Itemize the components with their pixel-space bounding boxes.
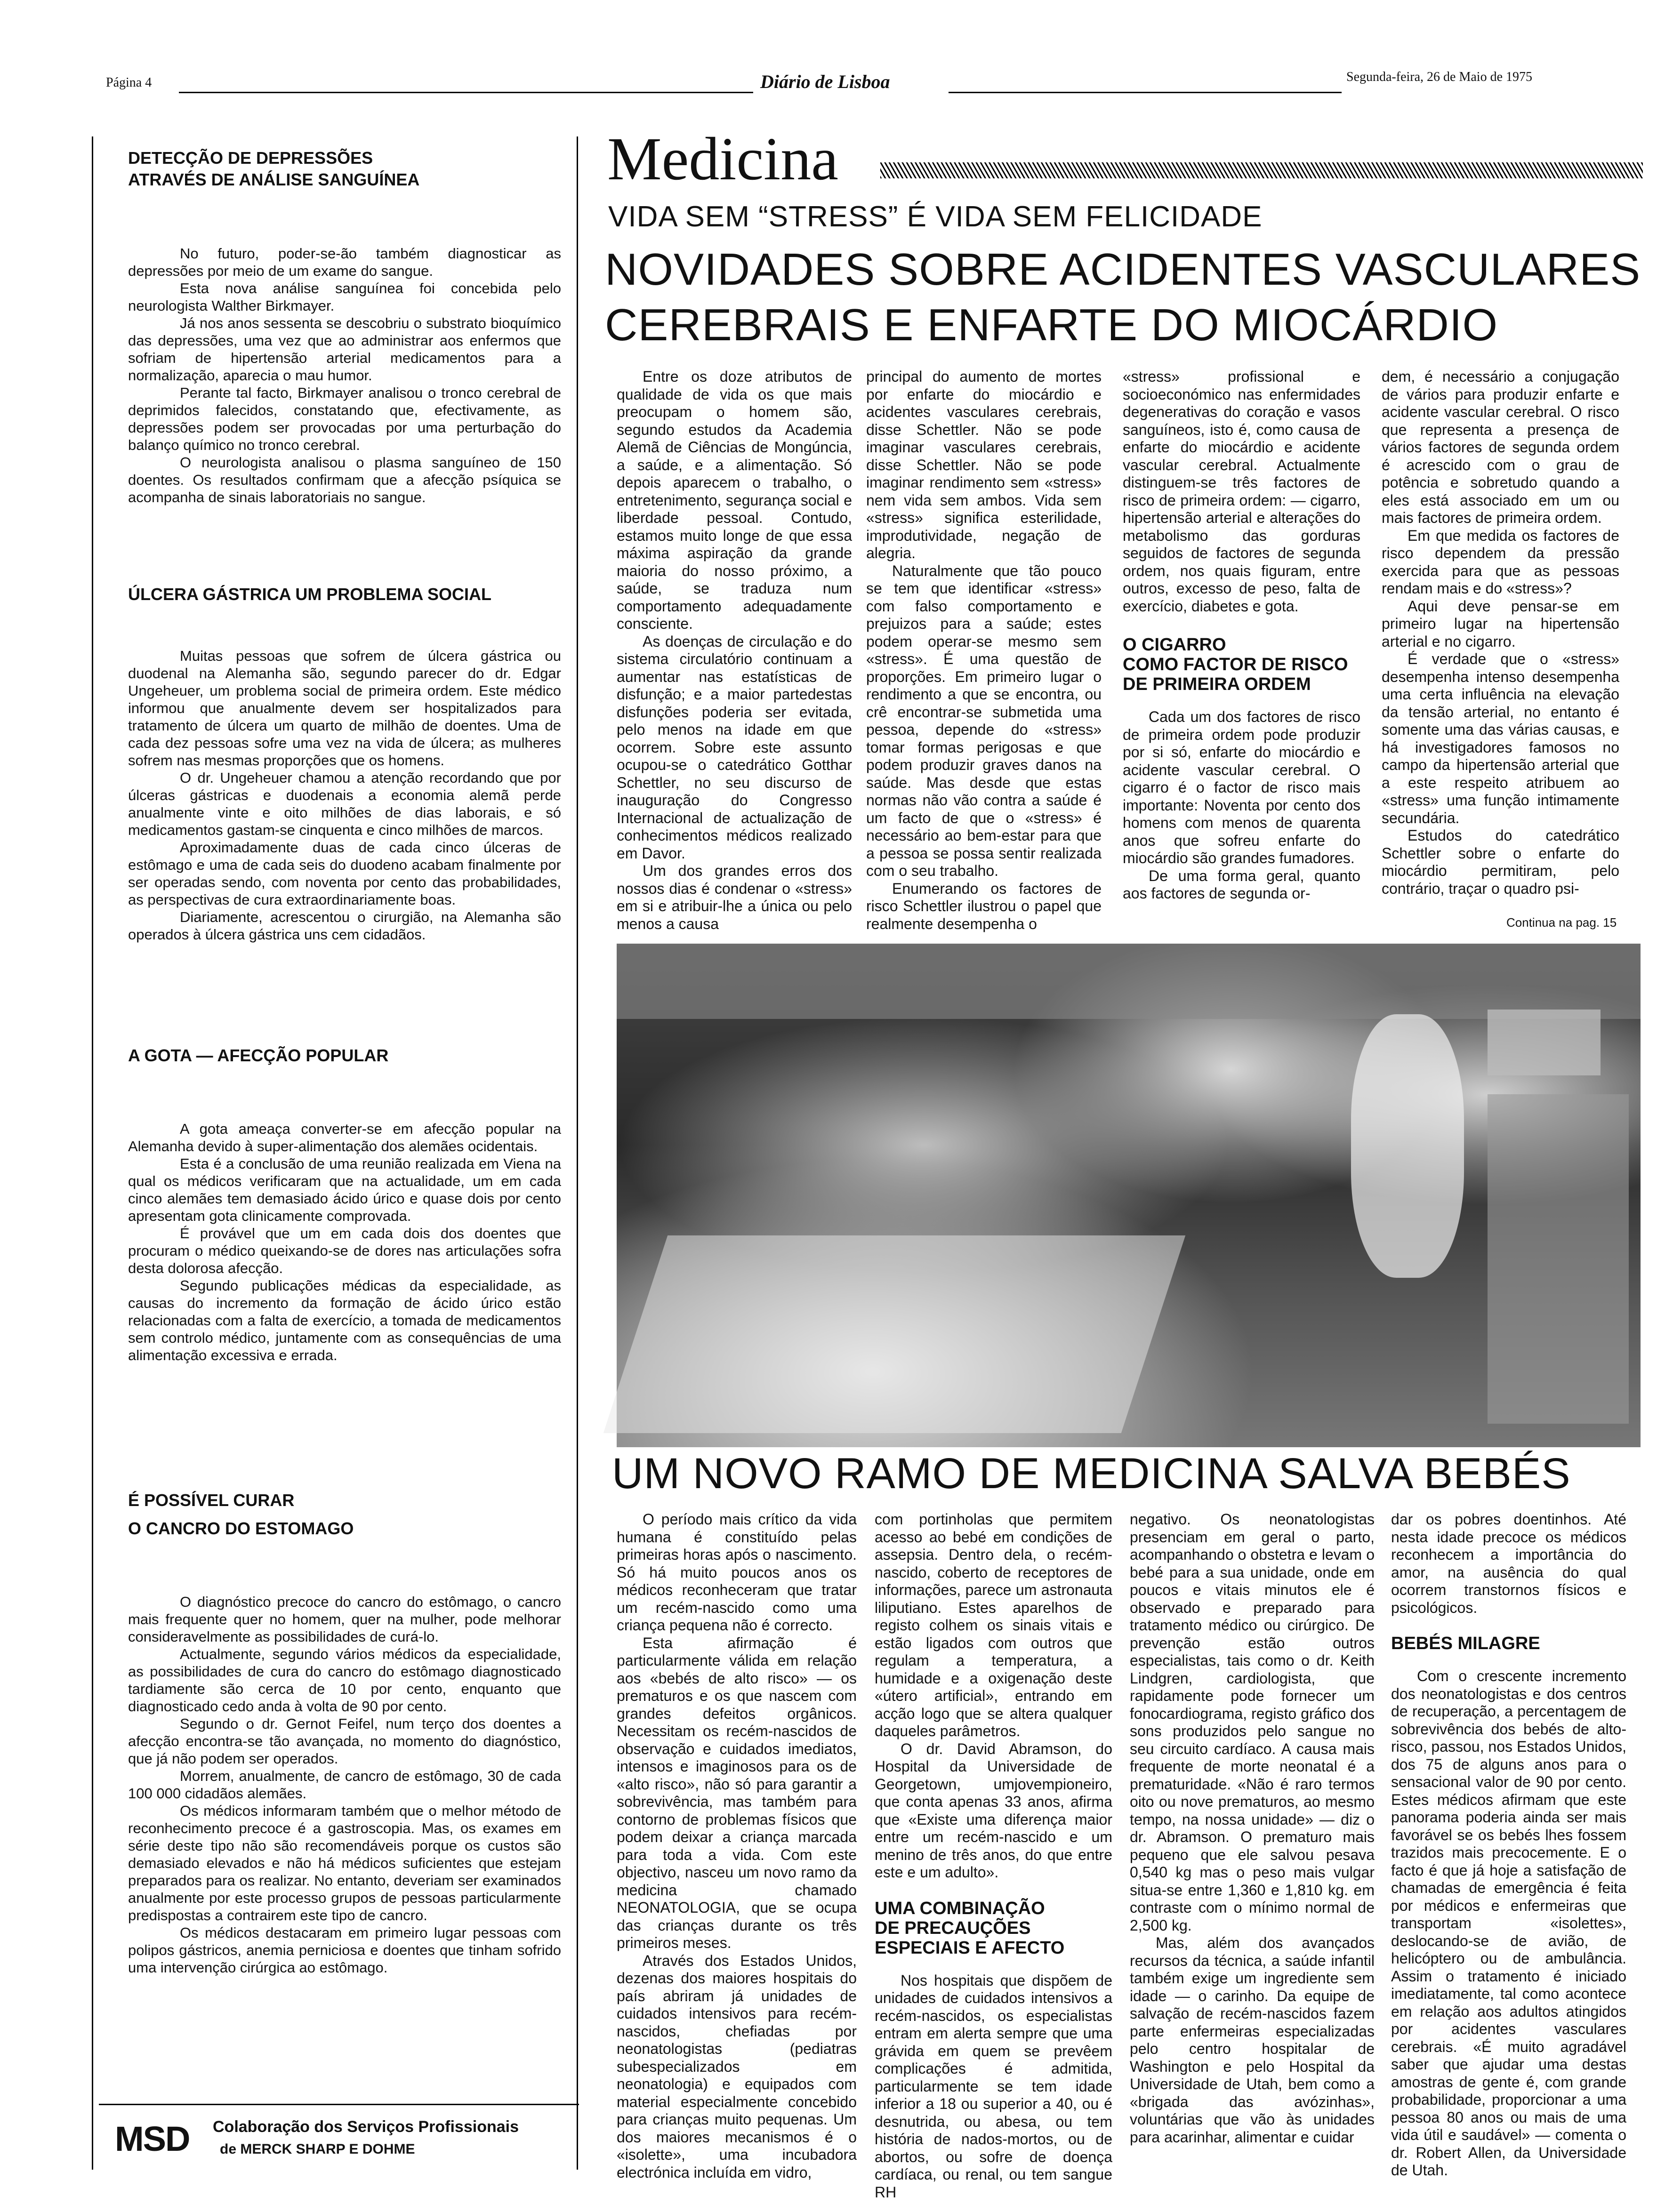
paragraph: Perante tal facto, Birkmayer analisou o tronco cerebral de deprimidos falecidos, constatando que, efectivamente, as depressões podem ser provocadas por uma perturbação do balanço químico no tronco cerebral.	[128, 385, 561, 453]
photo-nurse-shape	[1351, 1014, 1464, 1278]
paragraph: Actualmente, segundo vários médicos da especialidade, as possibilidades de cura do cancro do estômago diagnosticado tardiamente são cerca de 10 por cento, enquanto que diagnosticado cedo anda à volta de 90 por cento.	[128, 1646, 561, 1715]
paragraph: Com o crescente incremento dos neonatologistas e dos centros de recuperação, a percentagem de sobrevivência dos bebés de alto-risco, passou, nos Estados Unidos, dos 75 de alguns anos para o sensacional valor de 90 por cento. Estes médicos afirmam que este panorama poderia ainda ser mais favorável se os bebés lhes fossem trazidos mais precocemente. E o facto é que já hoje a satisfação de chamadas de emergência é feita por médicos e enfermeiras que transportam «isolettes», deslocando-se de avião, de helicóptero ou de ambulância. Assim o tratamento é iniciado imediatamente, tal como acontece em relação aos adultos atingidos por acidentes vasculares cerebrais. «É muito agradável saber que ajudar uma destas amostras de gente é, com grande probabilidade, proporcionar a uma pessoa 80 anos ou mais de uma vida útil e saudável» — comenta o dr. Robert Allen, da Universidade de Utah.	[1391, 1667, 1626, 2179]
section-heading: É POSSÍVEL CURAR	[128, 1491, 295, 1510]
paragraph: Mas, além dos avançados recursos da técnica, a saúde infantil também exige um ingrediente sem idade — o carinho. Da equipe de salvação de recém-nascidos fazem parte enfermeiras especializadas pelo centro hospitalar de Washington e pelo Hospital da Universidade de Utah, bem como a «brigada das avózinhas», voluntárias que vão às unidades para acarinhar, alimentar e cuidar	[1130, 1934, 1375, 2146]
photo-window-shape	[617, 944, 1641, 1019]
article2-col4	[1391, 1511, 1626, 2179]
paragraph: Cada um dos factores de risco de primeira ordem pode produzir por si só, enfarte do miocárdio e acidente vascular cerebral. O cigarro é o factor de risco mais importante: Noventa por cento dos homens com menos de quarenta anos que sofreu enfarte do miocárdio são grandes fumadores.	[1123, 708, 1360, 866]
subhead-line: O CIGARRO	[1123, 635, 1226, 655]
section-heading: DETECÇÃO DE DEPRESSÕES	[128, 148, 373, 168]
paragraph: É verdade que o «stress» desempenha intenso desempenha uma certa influência na elevação da tensão arterial, no entanto é somente uma das várias causas, e há investigadores famosos no campo da hipertensão arterial que a este respeito atribuem ao «stress» uma função intimamente secundária.	[1382, 650, 1619, 826]
paragraph: negativo. Os neonatologistas presenciam em geral o parto, acompanhando o obstetra e levam o bebé para a sua unidade, onde em poucos e vitais minutos ele é observado e preparado para tratamento médico ou cirúrgico. De prevenção estão outros especialistas, tais como o dr. Keith Lindgren, cardiologista, que rapidamente pode fornecer um fonocardiograma, registo gráfico dos sons produzidos pelo sangue no seu circuito cardíaco. A causa mais frequente de morte neonatal é a prematuridade. «Não é raro termos oito ou nove prematuros, ao mesmo tempo, na nossa unidade» — diz o dr. Abramson. O prematuro mais pequeno que ele salvou pesava 0,540 kg mas o peso mais vulgar situa-se entre 1,360 e 1,810 kg. em contraste com o mínimo normal de 2,500 kg.	[1130, 1511, 1375, 1934]
photo-equipment-shape	[1488, 1094, 1629, 1424]
paragraph: O diagnóstico precoce do cancro do estômago, o cancro mais frequente quer no homem, quer na mulher, pode melhorar consideravelmente as possibilidades de curá-lo.	[128, 1594, 561, 1645]
article1-col1	[617, 368, 852, 932]
paragraph: dem, é necessário a conjugação de vários para produzir enfarte e acidente vascular cerebral. O risco que representa a presença de vários factores de segunda ordem é acrescido com o grau de potência e sobretudo quando a eles está associado em um ou mais factores de primeira ordem.	[1382, 368, 1619, 526]
paragraph: Segundo publicações médicas da especialidade, as causas do incremento da formação de ácido úrico estão relacionadas com a falta de exercício, a tomada de medicamentos sem controlo médico, juntamente com as consequências de uma alimentação excessiva e errada.	[128, 1277, 561, 1363]
paragraph: Nos hospitais que dispõem de unidades de cuidados intensivos a recém-nascidos, os especialistas entram em alerta sempre que uma grávida em quem se prevêem complicações é admitida, particularmente se tem idade inferior a 18 ou superior a 40, ou é desnutrida, ou abesa, ou tem história de nados-mortos, ou de abortos, ou sofre de doença cardíaca, ou renal, ou tem sangue RH	[875, 1972, 1112, 2201]
msd-ad	[105, 2108, 580, 2170]
article1-title-line2: CEREBRAIS E ENFARTE DO MIOCÁRDIO	[605, 300, 1498, 350]
paragraph: Os médicos destacaram em primeiro lugar pessoas com polipos gástricos, anemia perniciosa e doentes que tinham sofrido uma intervenção cirúrgica ao estômago.	[128, 1924, 561, 1976]
left-column-border	[92, 136, 93, 2170]
left-column-divider	[577, 136, 578, 2170]
section-label: Medicina	[607, 125, 838, 193]
paragraph: De uma forma geral, quanto aos factores de segunda or-	[1123, 867, 1360, 902]
subhead-bebes-milagre: BEBÉS MILAGRE	[1391, 1634, 1540, 1653]
paragraph: O dr. Ungeheuer chamou a atenção recordando que por úlceras gástricas e duodenais a economia alemã perde anualmente vinte e oito milhões de dias laborais, e só medicamentos gastam-se cinquenta e cinco milhões de marcos.	[128, 769, 561, 838]
subhead-line: DE PRIMEIRA ORDEM	[1123, 674, 1311, 694]
paragraph: No futuro, poder-se-ão também diagnosticar as depressões por meio de um exame do sangue.	[128, 245, 561, 279]
section-gota	[128, 1045, 561, 1066]
article2-title: UM NOVO RAMO DE MEDICINA SALVA BEBÉS	[612, 1450, 1571, 1498]
section-heading: O CANCRO DO ESTOMAGO	[128, 1519, 354, 1538]
ad-line-1: Colaboração dos Serviços Profissionais	[213, 2118, 519, 2136]
paragraph: com portinholas que permitem acesso ao bebé em condições de assepsia. Dentro dela, o recém-nascido, coberto de receptores de informações, parece um astronauta liliputiano. Estes aparelhos de registo colhem os sinais vitais e estão ligados com outros que regulam a temperatura, a humidade e a oxigenação deste «útero artificial», entrando em acção logo que se altera qualquer daqueles parâmetros.	[875, 1511, 1112, 1739]
paragraph: O período mais crítico da vida humana é constituído pelas primeiras horas após o nascimento. Só há muito poucos anos os médicos reconheceram que tratar um recém-nascido como uma criança pequena não é correcto.	[617, 1511, 857, 1634]
section-body	[128, 245, 561, 506]
ad-top-rule	[99, 2104, 579, 2105]
photo-incubator-shape	[603, 1235, 1185, 1433]
article2-col2	[875, 1511, 1112, 2201]
paragraph: dar os pobres doentinhos. Até nesta idade precoce os médicos reconhecem a importância do amor, na ausência do qual ocorrem transtornos físicos e psicológicos.	[1391, 1511, 1626, 1616]
section-body	[128, 647, 561, 943]
paragraph: Muitas pessoas que sofrem de úlcera gástrica ou duodenal na Alemanha são, segundo parecer do dr. Edgar Ungeheuer, um problema social de primeira ordem. Este médico informou que anualmente devem ser hospitalizados para tratamento de úlcera um quarto de milhão de doentes. Uma de cada dez pessoas sofre uma vez na vida de úlcera; as mulheres sofrem nas mesmas proporções que os homens.	[128, 648, 561, 769]
neonatal-unit-photo	[617, 944, 1641, 1447]
article2-col1	[617, 1511, 857, 2181]
paragraph: O dr. David Abramson, do Hospital da Universidade de Georgetown, umjovempioneiro, que conta apenas 33 anos, afirma que «Existe uma diferença maior entre um recém-nascido e um menino de três anos, do que entre este e um adulto».	[875, 1740, 1112, 1881]
paragraph: Enumerando os factores de risco Schettler ilustrou o papel que realmente desempenha o	[866, 880, 1102, 932]
page-number: Página 4	[106, 75, 152, 90]
article1-title-line1: NOVIDADES SOBRE ACIDENTES VASCULARES	[605, 244, 1641, 295]
issue-date: Segunda-feira, 26 de Maio de 1975	[1346, 70, 1532, 84]
section-cancro	[128, 1490, 561, 1539]
paragraph: Esta é a conclusão de uma reunião realizada em Viena na qual os médicos verificaram que na actualidade, um em cada cinco alemães tem demasiado ácido úrico e quase dois por cento apresentam gota clinicamente comprovada.	[128, 1155, 561, 1224]
paragraph: Estudos do catedrático Schettler sobre o enfarte do miocárdio permitiram, pelo contrário, traçar o quadro psi-	[1382, 827, 1619, 897]
article1-kicker: VIDA SEM “STRESS” É VIDA SEM FELICIDADE	[608, 200, 1263, 233]
article1-col4	[1382, 368, 1619, 905]
paragraph: Um dos grandes erros dos nossos dias é condenar o «stress» em si e atribuir-lhe a única ou pelo menos a causa	[617, 862, 852, 932]
paragraph: Entre os doze atributos de qualidade de vida os que mais preocupam o homem são, segundo estudos da Academia Alemã de Ciências de Mongúncia, a saúde, e a alimentação. Só depois aparecem o trabalho, o entretenimento, segurança social e liberdade pessoal. Contudo, estamos muito longe de que essa máxima aspiração da grande maioria do nosso próximo, a saúde, se traduza num comportamento adequadamente consciente.	[617, 368, 852, 632]
paragraph: Esta nova análise sanguínea foi concebida pelo neurologista Walther Birkmayer.	[128, 280, 561, 314]
subhead-line: ESPECIAIS E AFECTO	[875, 1938, 1065, 1958]
masthead: Diário de Lisboa	[760, 71, 890, 92]
subhead-line: DE PRECAUÇÕES	[875, 1918, 1031, 1938]
paragraph: É provável que um em cada dois dos doentes que procuram o médico queixando-se de dores nas articulações sofra desta dolorosa afecção.	[128, 1225, 561, 1276]
paragraph: As doenças de circulação e do sistema circulatório continuam a aumentar nas estatísticas de disfunção; e a maior partedestas disfunções poderia ser evitada, pelo menos na idade em que ocorrem. Sobre este assunto ocupou-se o catedrático Gotthar Schettler, no seu discurso de inauguração do Congresso Internacional de actualização de conhecimentos médicos realizado em Davor.	[617, 633, 852, 862]
paragraph: Diariamente, acrescentou o cirurgião, na Alemanha são operados à úlcera gástrica uns cem cidadãos.	[128, 909, 561, 943]
paragraph: Segundo o dr. Gernot Feifel, num terço dos doentes a afecção encontra-se tão avançada, no momento do diagnóstico, que já não podem ser operados.	[128, 1715, 561, 1767]
section-heading: ATRAVÉS DE ANÁLISE SANGUÍNEA	[128, 170, 420, 189]
section-heading: ÚLCERA GÁSTRICA UM PROBLEMA SOCIAL	[128, 585, 491, 604]
paragraph: O neurologista analisou o plasma sanguíneo de 150 doentes. Os resultados confirmam que a afecção psíquica se acompanha de sinais laboratoriais no sangue.	[128, 454, 561, 505]
paragraph: Esta afirmação é particularmente válida em relação aos «bebés de alto risco» — os prematuros e os que nascem com grandes defeitos orgânicos. Necessitam os recém-nascidos de observação e cuidados imediatos, intensos e imaginosos para os de «alto risco», não só para garantir a sobrevivência, mas também para contorno de problemas físicos que podem deixar a criança marcada para toda a vida. Com este objectivo, nasceu um novo ramo da medicina chamado NEONATOLOGIA, que se ocupa das crianças durante os três primeiros meses.	[617, 1634, 857, 1951]
article1-col2	[866, 368, 1102, 932]
article2-col3	[1130, 1511, 1375, 2156]
paragraph: Naturalmente que tão pouco se tem que identificar «stress» com falso comportamento e prejuizos para a saúde; estes podem operar-se mesmo sem «stress». É uma questão de proporções. Em primeiro lugar o rendimento a que se encontra, ou crê encontrar-se submetida uma pessoa, depende do «stress» tomar formas perigosas e que podem produzir graves danos na saúde. Mas desde que estas normas não vão contra a saúde é um facto de que o «stress» é necessário ao bem-estar para que a pessoa se possa sentir realizada com o seu trabalho.	[866, 562, 1102, 879]
paragraph: Em que medida os factores de risco dependem da pressão exercida para que as pessoas rendam mais e do «stress»?	[1382, 527, 1619, 597]
paragraph: Aqui deve pensar-se em primeiro lugar na hipertensão arterial e no cigarro.	[1382, 597, 1619, 650]
msd-logo: MSD	[115, 2119, 190, 2158]
article1-col3	[1123, 368, 1360, 923]
ad-line-2: de MERCK SHARP E DOHME	[220, 2141, 415, 2157]
section-ulcera	[128, 584, 561, 605]
photo-monitor-shape	[1488, 1010, 1601, 1075]
section-label-hatch	[880, 162, 1643, 178]
header-rule-left	[179, 92, 753, 93]
subhead-line: COMO FACTOR DE RISCO	[1123, 655, 1348, 674]
paragraph: Morrem, anualmente, de cancro de estômago, 30 de cada 100 000 cidadãos alemães.	[128, 1768, 561, 1802]
paragraph: A gota ameaça converter-se em afecção popular na Alemanha devido à super-alimentação dos alemães ocidentais.	[128, 1121, 561, 1154]
left-column	[105, 139, 561, 2148]
paragraph: Os médicos informaram também que o melhor método de reconhecimento precoce é a gastroscopia. Mas, os exames em série deste tipo não são recomendáveis porque os custos são demasiado elevados e não há médicos suficientes que estejam preparados para os realizar. No entanto, deveriam ser examinados anualmente por este processo grupos de pessoas particularmente predispostas a contrairem este tipo de cancro.	[128, 1803, 561, 1923]
subhead-line: UMA COMBINAÇÃO	[875, 1898, 1045, 1918]
paragraph: «stress» profissional e socioeconómico nas enfermidades degenerativas do coração e vasos sanguíneos, isto é, como causa de enfarte do miocárdio e acidente vascular cerebral. Actualmente distinguem-se três factores de risco de primeira ordem: — cigarro, hipertensão arterial e alterações do metabolismo das gorduras seguidos de factores de segunda ordem, nos quais figuram, entre outros, excesso de peso, falta de exercício, diabetes e gota.	[1123, 368, 1360, 615]
section-body	[128, 1120, 561, 1364]
paragraph: Já nos anos sessenta se descobriu o substrato bioquímico das depressões, uma vez que ao administrar aos enfermos que sofriam de hipertensão arterial medicamentos para a normalização, aparecia o mau humor.	[128, 315, 561, 384]
subhead-precaucoes	[875, 1899, 1112, 1958]
subhead-cigarro	[1123, 635, 1360, 694]
paragraph: Através dos Estados Unidos, dezenas dos maiores hospitais do país abriram já unidades de cuidados intensivos para recém-nascidos, chefiadas por neonatologistas (pediatras subespecializados em neonatologia) e equipados com material especialmente concebido para crianças muito pequenas. Um dos maiores mecanismos é o «isolette», uma incubadora electrónica incluída em vidro,	[617, 1952, 857, 2181]
paragraph: principal do aumento de mortes por enfarte do miocárdio e acidentes vasculares cerebrais, disse Schettler. Não se pode imaginar vasculares cerebrais, disse Schettler. Não se pode imaginar rendimento sem «stress» nem vida sem ambos. Vida sem «stress» significa esterilidade, improdutividade, negação de alegria.	[866, 368, 1102, 561]
section-heading: A GOTA — AFECÇÃO POPULAR	[128, 1046, 389, 1065]
header-rule-right	[949, 92, 1342, 93]
paragraph: Aproximadamente duas de cada cinco úlceras de estômago e uma de cada seis do duodeno acabam finalmente por ser operadas sendo, com noventa por cento das probabilidades, as perspectivas de cura extraordinariamente boas.	[128, 839, 561, 908]
section-depressoes	[128, 147, 552, 191]
section-body	[128, 1593, 561, 1976]
continued-note: Continua na pag. 15	[1506, 915, 1617, 930]
